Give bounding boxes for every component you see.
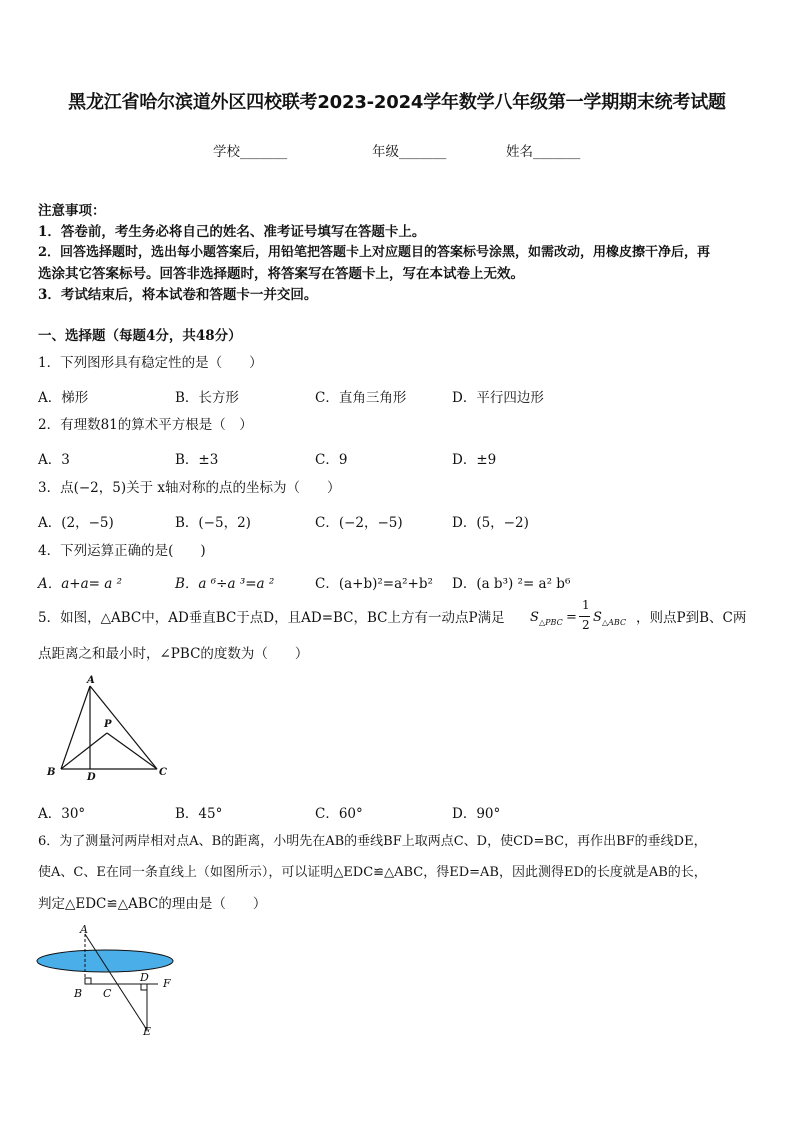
notice-item-2a: 2．回答选择题时，选出每小题答案后，用铅笔把答题卡上对应题目的答案标号涂黑，如需改动，用橡皮擦干净后，再 bbox=[38, 245, 711, 260]
label-b: B bbox=[47, 767, 56, 778]
school-field: 学校_______ bbox=[213, 144, 288, 160]
right-angle-b bbox=[85, 978, 91, 984]
q5-triangle-figure bbox=[40, 672, 180, 787]
q3-stem: 3．点(−2，5)关于 x轴对称的点的坐标为（ ） bbox=[38, 480, 341, 496]
label-d: D bbox=[140, 971, 149, 984]
formula-sub-left: △PBC bbox=[539, 618, 563, 627]
q2-option-b: B．±3 bbox=[175, 452, 219, 468]
q6-line3: 判定△EDC≌△ABC的理由是（ ） bbox=[38, 896, 267, 912]
q4-option-d: D．(a b³) ²= a² b⁶ bbox=[452, 576, 571, 592]
q5-option-b: B．45° bbox=[175, 806, 223, 822]
q2-option-d: D．±9 bbox=[452, 452, 497, 468]
label-e: E bbox=[143, 1025, 152, 1038]
q6-river-figure bbox=[30, 920, 190, 1045]
exam-title: 黑龙江省哈尔滨道外区四校联考2023-2024学年数学八年级第一学期期末统考试题 bbox=[68, 92, 726, 113]
right-angle-d bbox=[141, 984, 147, 990]
notice-item-3: 3．考试结束后，将本试卷和答题卡一并交回。 bbox=[38, 287, 318, 303]
notice-item-1: 1．答卷前，考生务必将自己的姓名、准考证号填写在答题卡上。 bbox=[38, 224, 426, 240]
section-heading: 一、选择题（每题4分，共48分） bbox=[38, 328, 242, 344]
q3-option-a: A．(2，−5) bbox=[38, 515, 114, 531]
line-ace bbox=[85, 934, 147, 1030]
formula-s-right: S bbox=[593, 610, 602, 625]
q5-area-formula bbox=[530, 598, 640, 638]
q2-option-c: C．9 bbox=[315, 452, 348, 468]
q4-option-b: B．a ⁶÷a ³=a ² bbox=[175, 576, 275, 592]
q5-stem-line2: 点距离之和最小时，∠PBC的度数为（ ） bbox=[38, 646, 309, 662]
q1-option-a: A．梯形 bbox=[38, 390, 89, 406]
formula-numerator: 1 bbox=[582, 598, 590, 612]
q4-option-a: A．a+a= a ² bbox=[38, 576, 123, 592]
q5-stem-part2: ，则点P到B、C两 bbox=[636, 610, 747, 626]
segment-ab bbox=[61, 686, 90, 769]
formula-denominator: 2 bbox=[582, 618, 590, 632]
q3-option-b: B．(−5，2) bbox=[175, 515, 251, 531]
formula-s-left: S bbox=[530, 610, 539, 625]
grade-field: 年级_______ bbox=[372, 144, 447, 160]
river-ellipse bbox=[37, 950, 173, 972]
label-a: A bbox=[87, 675, 95, 686]
q1-option-b: B．长方形 bbox=[175, 390, 239, 406]
label-c: C bbox=[103, 987, 112, 1000]
label-b: B bbox=[74, 987, 83, 1000]
q2-option-a: A．3 bbox=[38, 452, 70, 468]
formula-equals: = bbox=[566, 610, 577, 625]
label-p: P bbox=[104, 719, 112, 730]
q3-option-c: C．(−2，−5) bbox=[315, 515, 403, 531]
q2-stem: 2．有理数81的算术平方根是（ ） bbox=[38, 417, 253, 433]
label-c: C bbox=[159, 767, 167, 778]
name-field: 姓名_______ bbox=[506, 144, 581, 160]
notice-heading: 注意事项： bbox=[38, 203, 106, 219]
label-d: D bbox=[87, 772, 96, 783]
q3-option-d: D．(5，−2) bbox=[452, 515, 529, 531]
q1-stem: 1．下列图形具有稳定性的是（ ） bbox=[38, 355, 263, 371]
q6-line2: 使A、C、E在同一条直线上（如图所示），可以证明△EDC≌△ABC，得ED=AB，因此测得ED的长度就是AB的长， bbox=[38, 865, 707, 880]
fraction-bar bbox=[579, 616, 590, 617]
q5-option-c: C．60° bbox=[315, 806, 363, 822]
formula-sub-right: △ABC bbox=[602, 618, 627, 627]
q6-line1: 6．为了测量河两岸相对点A、B的距离，小明先在AB的垂线BF上取两点C、D，使CD=BC，再作出BF的垂线DE， bbox=[38, 834, 707, 849]
label-f: F bbox=[163, 977, 171, 990]
q4-stem: 4．下列运算正确的是( ) bbox=[38, 543, 206, 559]
q5-option-a: A．30° bbox=[38, 806, 86, 822]
label-a: A bbox=[80, 923, 88, 936]
q5-stem-part1: 5．如图，△ABC中，AD垂直BC于点D，且AD=BC，BC上方有一动点P满足 bbox=[38, 610, 505, 626]
notice-item-2b: 选涂其它答案标号。回答非选择题时，将答案写在答题卡上，写在本试卷上无效。 bbox=[38, 266, 524, 282]
q1-option-c: C．直角三角形 bbox=[315, 390, 407, 406]
segment-ac bbox=[90, 686, 157, 769]
q4-option-c: C．(a+b)²=a²+b² bbox=[315, 576, 433, 592]
q1-option-d: D．平行四边形 bbox=[452, 390, 544, 406]
q5-option-d: D．90° bbox=[452, 806, 501, 822]
